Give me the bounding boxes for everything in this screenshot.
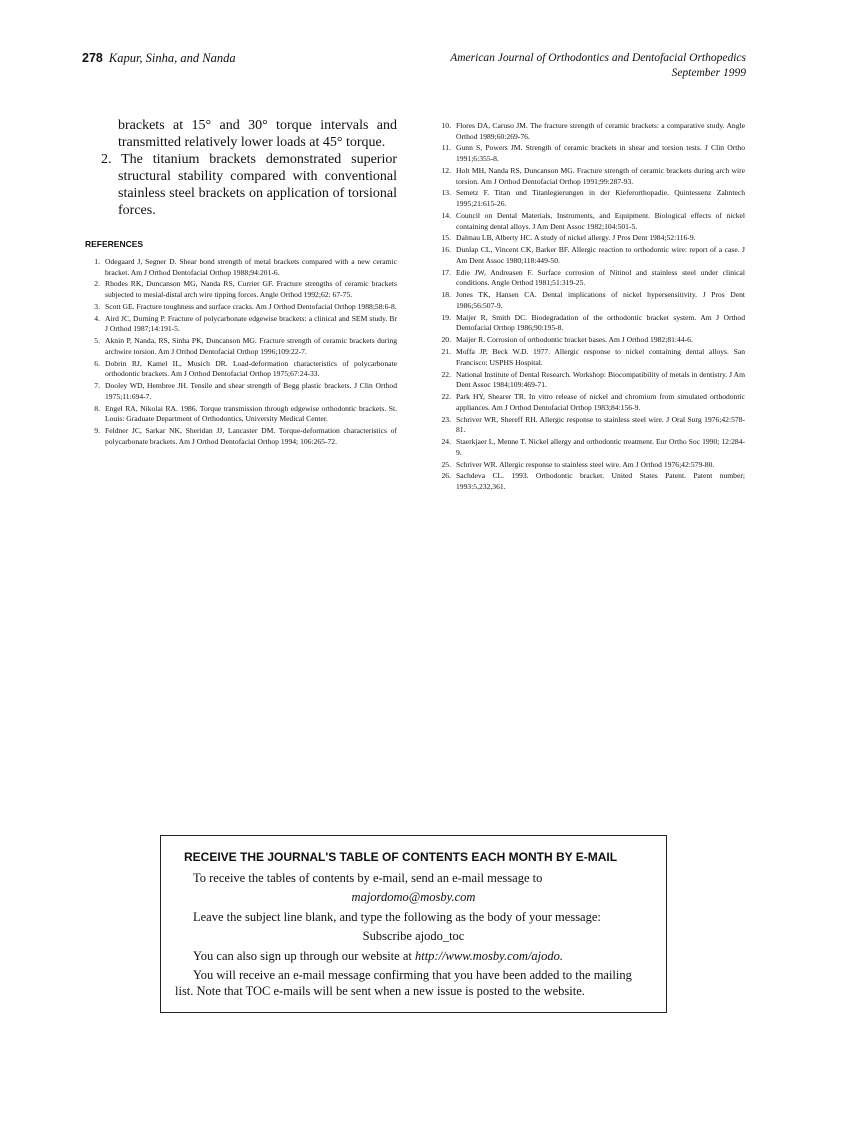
reference-number: 11. (441, 143, 451, 153)
reference-item (437, 392, 745, 413)
reference-text: Rhodes RK, Duncanson MG, Nanda RS, Currier GF. Fracture strengths of ceramic brackets subjected to mesial-distal arch wire tipping forces. Angle Orthod 1992;62: 67-75. (105, 279, 397, 300)
reference-number: 15. (441, 233, 451, 243)
reference-item (88, 302, 397, 313)
reference-item (437, 188, 745, 209)
reference-text: Dobrin RJ, Kamel IL, Musich DR. Load-deformation characteristics of polycarbonate orthodontic brackets. Am J Orthod Dentofacial Orthop 1975;67:24-33. (105, 358, 397, 379)
reference-text: Holt MH, Nanda RS, Duncanson MG. Fracture strength of ceramic brackets during arch wire torsion. Am J Orthod Dentofacial Orthop 1991;99:287-93. (456, 165, 745, 186)
reference-number: 26. (441, 471, 451, 481)
reference-text: Schriver WR, Shereff RH. Allergic response to stainless steel wire. J Oral Surg 1976;42:578-81. (456, 414, 745, 435)
reference-number: 24. (441, 437, 451, 447)
reference-item (437, 471, 745, 492)
toc-email-notice (160, 835, 667, 1013)
reference-item (437, 143, 745, 164)
reference-item (437, 313, 745, 334)
reference-number: 13. (441, 188, 451, 198)
conclusion-1-continued: brackets at 15° and 30° torque intervals and transmitted relatively lower loads at 45° torque. (118, 118, 397, 150)
reference-number: 17. (441, 267, 451, 277)
notice-title: RECEIVE THE JOURNAL'S TABLE OF CONTENTS EACH MONTH BY E-MAIL (184, 850, 618, 864)
journal-title: American Journal of Orthodontics and Dentofacial Orthopedics (450, 52, 746, 64)
running-header-right (450, 51, 746, 81)
reference-text: Feldner JC, Sarkar NK, Sheridan JJ, Lancaster DM. Torque-deformation characteristics of polycarbonate brackets. Am J Orthod Dentofacial Orthop 1994; 106:265-72. (105, 426, 397, 446)
notice-line-1: To receive the tables of contents by e-mail, send an e-mail message to (193, 870, 543, 885)
reference-number: 19. (441, 312, 451, 322)
reference-item (437, 233, 745, 244)
reference-number: 4. (94, 313, 100, 323)
reference-number: 12. (441, 165, 451, 175)
reference-item (88, 257, 397, 278)
reference-item (437, 347, 745, 368)
page-number: 278 (82, 51, 103, 65)
reference-number: 2. (94, 279, 100, 289)
reference-item (437, 415, 745, 436)
reference-number: 6. (94, 358, 100, 368)
conclusions-text (101, 117, 397, 219)
reference-text: Schriver WR. Allergic response to stainless steel wire. Am J Orthod 1976;42:579-80. (456, 459, 715, 469)
reference-item (437, 460, 745, 471)
subscribe-command: Subscribe ajodo_toc (362, 929, 465, 944)
reference-text: Dooley WD, Hembree JH. Tensile and shear strength of Begg plastic brackets. J Clin Orthod 1975;11:694-7. (105, 381, 397, 401)
reference-item (88, 314, 397, 335)
notice-line-4: You will receive an e-mail message confirming that you have been added to the mailing list. Note that TOC e-mails will be sent when a new issue is posted to the website. (175, 967, 632, 998)
reference-item (437, 166, 745, 187)
reference-text: Moffa JP, Beck W.D. 1977. Allergic response to nickel containing dental alloys. San Francisco: USPHS Hospital. (456, 347, 745, 367)
reference-text: Dalmau LB, Alberty HC. A study of nickel allergy. J Pros Dent 1984;52:116-9. (456, 233, 696, 243)
reference-item (437, 290, 745, 311)
reference-item (88, 359, 397, 380)
conclusion-2 (101, 151, 397, 219)
conclusion-number: 2. (101, 152, 112, 167)
reference-text: Park HY, Shearer TR. In vitro release of nickel and chromium from simulated orthodontic appliances. Am J Orthod Dentofacial Orthop 1983;84:156-9. (456, 392, 745, 412)
website-link[interactable]: http://www.mosby.com/ajodo. (414, 948, 564, 963)
reference-text: National Institute of Dental Research. Workshop: Biocompatibility of metals in dentistry. J Am Dent Assoc 1984;109:469-71. (456, 369, 745, 390)
reference-text: Dunlap CL, Vincent CK, Barker BF. Allergic reaction to orthodontic wire: report of a case. J Am Dent Assoc 1980;118:449-50. (456, 245, 745, 265)
reference-number: 25. (441, 459, 451, 469)
reference-item (88, 279, 397, 300)
reference-text: Maijer R, Smith DC. Biodegradation of the orthodontic bracket system. Am J Orthod Dentofacial Orthop 1986;90:195-8. (456, 312, 745, 333)
reference-number: 23. (441, 414, 451, 424)
reference-number: 21. (441, 347, 451, 357)
reference-number: 5. (94, 336, 100, 346)
reference-text: Staerkjaer L, Menne T. Nickel allergy and orthodontic treatment. Eur Ortho Soc 1990; 12:284-9. (456, 437, 745, 457)
reference-item (437, 245, 745, 266)
references-list-right (437, 121, 745, 494)
reference-number: 9. (94, 426, 100, 436)
reference-number: 14. (441, 210, 451, 220)
notice-line-3: You can also sign up through our website at (193, 948, 412, 963)
reference-number: 22. (441, 392, 451, 402)
reference-item (437, 370, 745, 391)
email-address[interactable]: majordomo@mosby.com (351, 890, 476, 905)
reference-text: Jones TK, Hansen CA. Dental implications of nickel hypersensitivity. J Pros Dent 1986;56:507-9. (456, 290, 745, 310)
reference-text: Flores DA, Caruso JM. The fracture strength of ceramic brackets: a comparative study. Angle Orthod 1989;60:269-76. (456, 121, 745, 141)
references-list-left (88, 257, 397, 449)
notice-line-2: Leave the subject line blank, and type the following as the body of your message: (193, 909, 601, 924)
reference-text: Gunn S, Powers JM. Strength of ceramic brackets in shear and torsion tests. J Clin Ortho 1991;6:355-8. (456, 143, 745, 164)
reference-text: Semetz F. Titan und Titanlegierungen in der Kieferorthopadie. Quintessenz Zahntech 1995;21:615-26. (456, 188, 745, 209)
reference-text: Maijer R. Corrosion of orthodontic bracket bases. Am J Orthod 1982;81:44-6. (456, 335, 693, 345)
reference-item (88, 426, 397, 447)
reference-text: Scott GE. Fracture toughness and surface cracks. Am J Orthod Dentofacial Orthop 1988;58:6-8. (105, 301, 397, 311)
reference-text: Edie JW, Andreasen F. Surface corrosion of Nitinol and stainless steel under clinical conditions. Angle Orthod 1981;51:319-25. (456, 267, 745, 288)
reference-number: 10. (441, 121, 451, 130)
reference-text: Aknin P, Nanda, RS, Sinha PK, Duncanson MG. Fracture strength of ceramic brackets during archwire torsion. Am J Orthod Dentofacial Orthop 1996;109:22-7. (105, 336, 397, 356)
issue-date: September 1999 (671, 67, 746, 79)
reference-number: 20. (441, 335, 451, 345)
references-heading: REFERENCES (85, 239, 144, 249)
reference-number: 22. (441, 369, 451, 379)
reference-text: Odegaard J, Segner D. Shear bond strength of metal brackets compared with a new ceramic bracket. Am J Orthod Dentofacial Orthop 1988;94:201-6. (105, 257, 397, 277)
reference-item (88, 336, 397, 357)
authors: Kapur, Sinha, and Nanda (108, 51, 236, 65)
reference-text: Engel RA, Nikolai RA. 1986. Torque transmission through edgewise orthodontic brackets. St. Louis: Graduate Department of Orthodontics, University Medical Center. (105, 403, 397, 424)
reference-number: 3. (94, 301, 100, 311)
reference-item (437, 437, 745, 458)
reference-item (437, 268, 745, 289)
reference-number: 16. (441, 245, 451, 255)
reference-text: Sachdeva CL. 1993. Orthodontic bracket. United States Patent. Patent number; 1993:5,232,361. (456, 471, 745, 492)
running-header-left (82, 51, 236, 66)
reference-item (88, 381, 397, 402)
reference-item (437, 121, 745, 142)
reference-text: Aird JC, Durning P. Fracture of polycarbonate edgewise brackets: a clinical and SEM study. Br J Orthod 1987;14:191-5. (105, 313, 397, 334)
reference-number: 8. (94, 403, 100, 413)
reference-item (437, 211, 745, 232)
reference-item (437, 335, 745, 346)
conclusion-text: The titanium brackets demonstrated superior structural stability compared with conventional stainless steel brackets on application of torsional forces. (118, 152, 397, 218)
reference-number: 7. (94, 381, 100, 391)
reference-text: Council on Dental Materials, Instruments, and Equipment. Biological effects of nickel containing dental alloys. J Am Dent Assoc 1982;104:501-5. (456, 210, 745, 231)
reference-item (88, 404, 397, 425)
reference-number: 1. (94, 257, 100, 266)
reference-number: 18. (441, 290, 451, 300)
